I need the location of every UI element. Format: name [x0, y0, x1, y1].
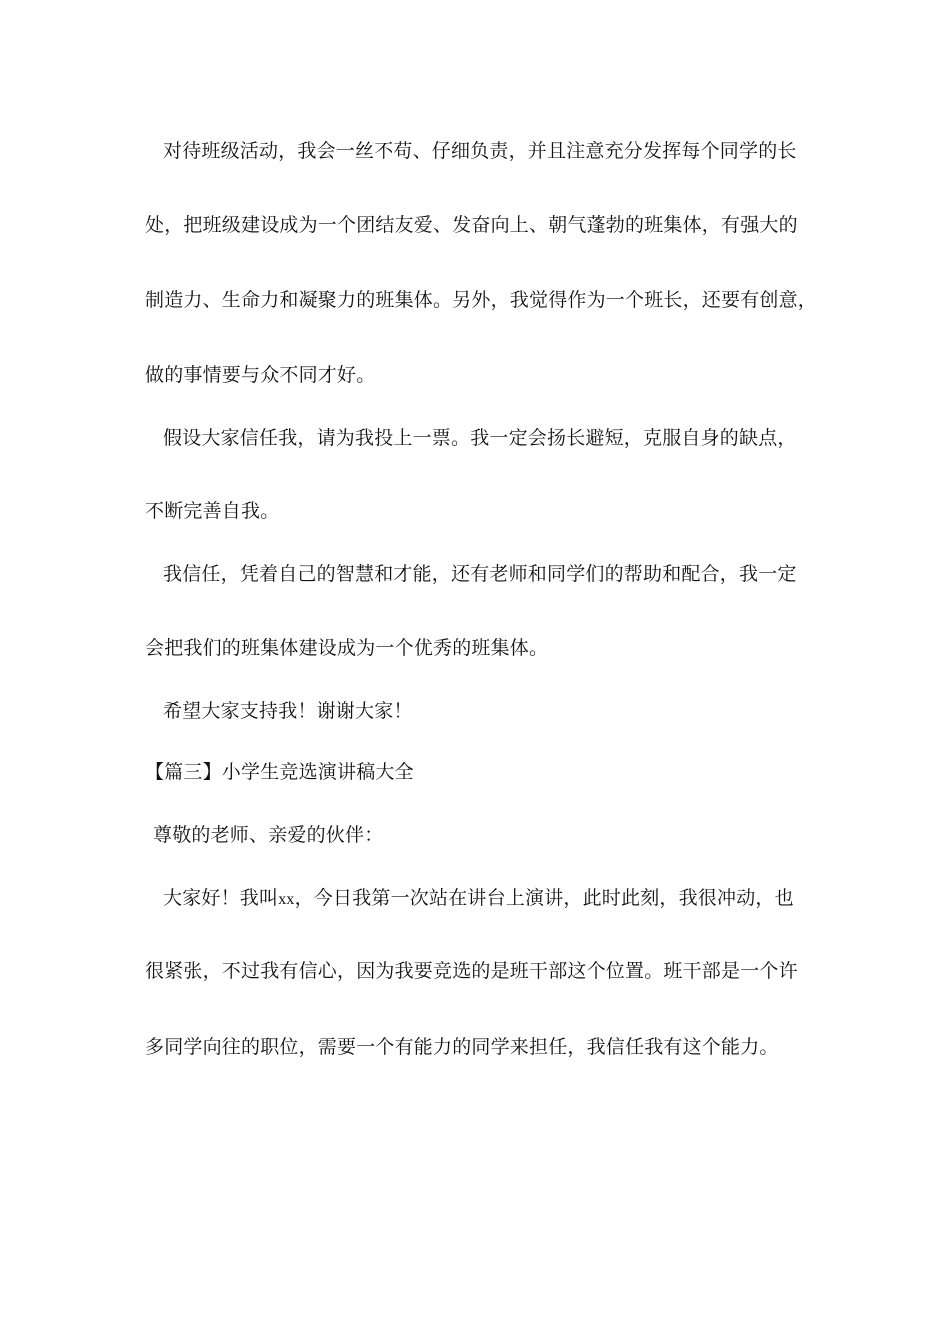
name-placeholder: xx: [278, 891, 295, 908]
salutation-line: 尊敬的老师、亲爱的伙伴：: [153, 824, 384, 846]
paragraph-line: 很紧张，不过我有信心，因为我要竞选的是班干部这个位置。班干部是一个许: [145, 960, 798, 982]
paragraph-line: 做的事情要与众不同才好。: [145, 364, 376, 386]
paragraph-line: 制造力、生命力和凝聚力的班集体。另外，我觉得作为一个班长，还要有创意，: [145, 289, 818, 311]
section-heading: 【篇三】小学生竞选演讲稿大全: [145, 761, 414, 783]
paragraph-line: [163, 885, 843, 913]
paragraph-line: 会把我们的班集体建设成为一个优秀的班集体。: [145, 637, 549, 659]
paragraph-text: ，今日我第一次站在讲台上演讲，此时此刻，我很冲动，也: [294, 887, 794, 909]
paragraph-text: 大家好！我叫: [163, 887, 279, 909]
paragraph-line: 不断完善自我。: [145, 500, 280, 522]
paragraph-line: 假设大家信任我，请为我投上一票。我一定会扬长避短，克服自身的缺点，: [163, 427, 797, 449]
paragraph-line: 对待班级活动，我会一丝不苟、仔细负责，并且注意充分发挥每个同学的长: [163, 140, 797, 162]
paragraph-line: 多同学向往的职位，需要一个有能力的同学来担任，我信任我有这个能力。: [145, 1036, 779, 1058]
paragraph-line: 希望大家支持我！谢谢大家！: [163, 700, 413, 722]
paragraph-line: 我信任，凭着自己的智慧和才能，还有老师和同学们的帮助和配合，我一定: [163, 563, 797, 585]
paragraph-line: 处，把班级建设成为一个团结友爱、发奋向上、朝气蓬勃的班集体，有强大的: [145, 214, 798, 236]
